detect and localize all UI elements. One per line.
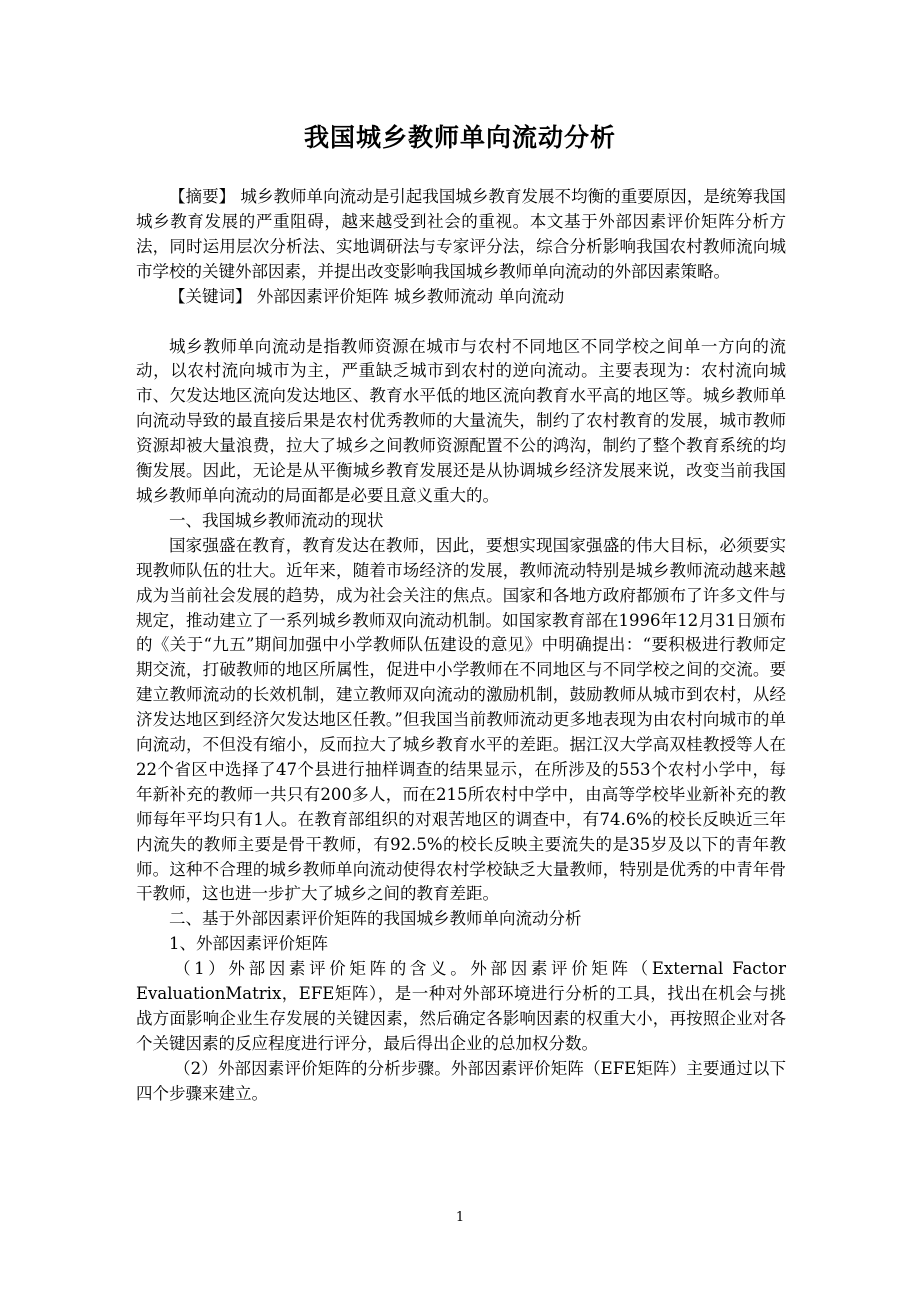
abstract-text: 城乡教师单向流动是引起我国城乡教育发展不均衡的重要原因，是统筹我国城乡教育发展的严重阻碍，越来越受到社会的重视。本文基于外部因素评价矩阵分析方法，同时运用层次分析法、实地调研法与专家评分法，综合分析影响我国农村教师流向城市学校的关键外部因素，并提出改变影响我国城乡教师单向流动的外部因素策略。: [136, 187, 787, 281]
section1-heading: 一、我国城乡教师流动的现状: [169, 510, 384, 530]
abstract-paragraph: [136, 185, 786, 285]
keywords-label: 【关键词】: [169, 286, 252, 306]
section2-item2-paragraph: （2）外部因素评价矩阵的分析步骤。外部因素评价矩阵（EFE矩阵）主要通过以下四个步骤来建立。: [136, 1058, 786, 1103]
document-body: [136, 185, 786, 1107]
keywords-text: 外部因素评价矩阵 城乡教师流动 单向流动: [251, 286, 565, 306]
section2-heading: 二、基于外部因素评价矩阵的我国城乡教师单向流动分析: [169, 909, 582, 929]
page-number: 1: [455, 1210, 465, 1225]
keywords-paragraph: [136, 285, 786, 310]
intro-paragraph: 城乡教师单向流动是指教师资源在城市与农村不同地区不同学校之间单一方向的流动，以农村流向城市为主，严重缺乏城市到农村的逆向流动。主要表现为：农村流向城市、欠发达地区流向发达地区、教育水平低的地区流向教育水平高的地区等。城乡教师单向流动导致的最直接后果是农村优秀教师的大量流失，制约了农村教育的发展，城市教师资源却被大量浪费，拉大了城乡之间教师资源配置不公的鸿沟，制约了整个教育系统的均衡发展。因此，无论是从平衡城乡教育发展还是从协调城乡经济发展来说，改变当前我国城乡教师单向流动的局面都是必要且意义重大的。: [136, 336, 786, 505]
section2-subheading: 1、外部因素评价矩阵: [169, 934, 328, 954]
paragraph-gap: [136, 310, 786, 335]
section2-item1-paragraph: （1）外部因素评价矩阵的含义。外部因素评价矩阵（External Factor EvaluationMatrix，EFE矩阵），是一种对外部环境进行分析的工具，找出在机会与挑战方面影响企业生存发展的关键因素，然后确定各影响因素的权重大小，再按照企业对各个关键因素的反应程度进行评分，最后得出企业的总加权分数。: [136, 959, 786, 1053]
section1-paragraph: 国家强盛在教育，教育发达在教师，因此，要想实现国家强盛的伟大目标，必须要实现教师队伍的壮大。近年来，随着市场经济的发展，教师流动特别是城乡教师流动越来越成为当前社会发展的趋势，成为社会关注的焦点。国家和各地方政府都颁布了许多文件与规定，推动建立了一系列城乡教师双向流动机制。如国家教育部在1996年12月31日颁布的《关于“九五”期间加强中小学教师队伍建设的意见》中明确提出：“要积极进行教师定期交流，打破教师的地区所属性，促进中小学教师在不同地区与不同学校之间的交流。要建立教师流动的长效机制，建立教师双向流动的激励机制，鼓励教师从城市到农村，从经济发达地区到经济欠发达地区任教。”但我国当前教师流动更多地表现为由农村向城市的单向流动，不但没有缩小，反而拉大了城乡教育水平的差距。据江汉大学高双桂教授等人在22个省区中选择了47个县进行抽样调查的结果显示，在所涉及的553个农村小学中，每年新补充的教师一共只有200多人，而在215所农村中学中，由高等学校毕业新补充的教师每年平均只有1人。在教育部组织的对艰苦地区的调查中，有74.6%的校长反映近三年内流失的教师主要是骨干教师，有92.5%的校长反映主要流失的是35岁及以下的青年教师。这种不合理的城乡教师单向流动使得农村学校缺乏大量教师，特别是优秀的中青年骨干教师，这也进一步扩大了城乡之间的教育差距。: [136, 535, 786, 904]
abstract-label: 【摘要】: [169, 187, 236, 206]
document-title: 我国城乡教师单向流动分析: [303, 123, 616, 152]
